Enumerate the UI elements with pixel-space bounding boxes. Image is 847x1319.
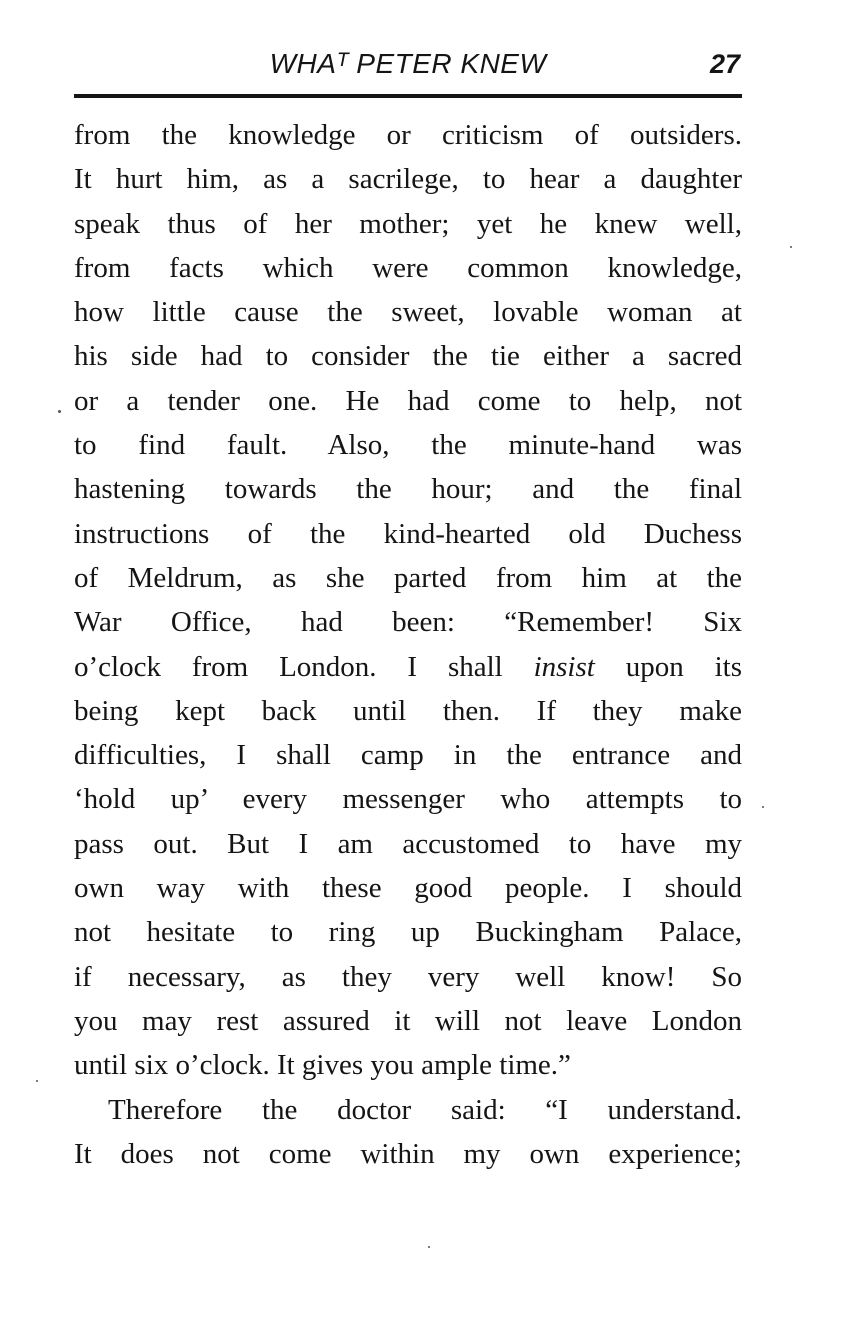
text-line: War Office, had been: “Remember! Six <box>74 606 742 639</box>
text-line: instructions of the kind-hearted old Duchess <box>74 517 742 550</box>
text-line: how little cause the sweet, lovable woman at <box>74 296 742 329</box>
text-line: until six o’clock. It gives you ample time.” <box>74 1049 571 1082</box>
text-segment: upon its <box>625 650 742 683</box>
scan-speck <box>428 1246 430 1248</box>
text-line: to find fault. Also, the minute-hand was <box>74 429 742 462</box>
header-rule <box>74 94 742 98</box>
text-line: difficulties, I shall camp in the entrance and <box>74 739 742 772</box>
text-line: not hesitate to ring up Buckingham Palace, <box>74 916 742 949</box>
text-line: hastening towards the hour; and the final <box>74 473 742 506</box>
text-line: being kept back until then. If they make <box>74 694 742 727</box>
running-header <box>74 44 742 84</box>
text-line: or a tender one. He had come to help, not <box>74 384 742 417</box>
text-line: It does not come within my own experience; <box>74 1137 742 1170</box>
scan-speck <box>762 806 764 808</box>
page-number: 27 <box>709 49 740 79</box>
text-line: from facts which were common knowledge, <box>74 251 742 284</box>
text-line: ‘hold up’ every messenger who attempts to <box>74 783 742 816</box>
emphasized-word: insist <box>533 650 595 683</box>
text-line: own way with these good people. I should <box>74 872 742 905</box>
scan-speck <box>790 246 792 248</box>
text-line: speak thus of her mother; yet he knew well, <box>74 207 742 240</box>
text-segment: o’clock from London. I shall <box>74 650 503 683</box>
text-line: from the knowledge or criticism of outsiders. <box>74 119 742 151</box>
body-text <box>74 113 742 1176</box>
scan-speck <box>36 1080 38 1082</box>
text-line-with-emphasis <box>74 645 742 689</box>
text-line: pass out. But I am accustomed to have my <box>74 827 742 860</box>
text-line: Therefore the doctor said: “I understand. <box>108 1093 742 1126</box>
running-title: WHAᵀ PETER KNEW <box>269 48 547 79</box>
text-line: his side had to consider the tie either a sacred <box>74 340 742 373</box>
text-line: It hurt him, as a sacrilege, to hear a daughter <box>74 163 742 196</box>
text-line: of Meldrum, as she parted from him at the <box>74 561 742 594</box>
text-line: you may rest assured it will not leave London <box>74 1004 742 1037</box>
scan-speck <box>58 410 61 413</box>
text-line: if necessary, as they very well know! So <box>74 960 742 993</box>
